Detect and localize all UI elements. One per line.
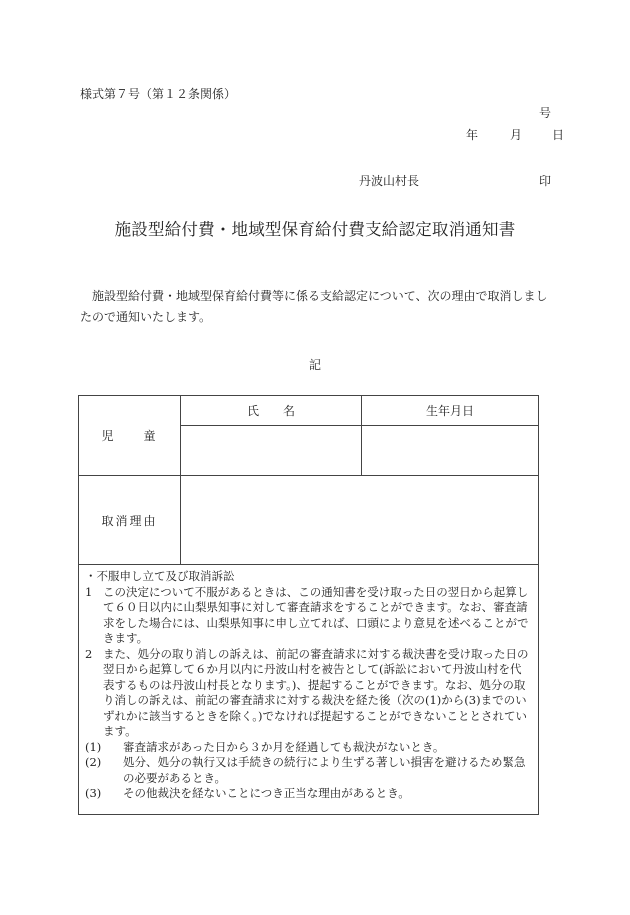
reason-cell [181,476,539,565]
child-birth-date-cell [362,426,539,476]
subitem-text: その他裁決を経ないことにつき正当な理由があるとき。 [123,786,410,800]
child-label: 児 童 [79,396,181,476]
subitem-number: (1) [85,739,102,754]
note-number: 2 [85,646,93,661]
date-year-label: 年 [466,128,479,142]
body-text: 施設型給付費・地域型保育給付費等に係る支給認定について、次の理由で取消しましたので通知いたします。 [80,289,548,324]
seal-mark: 印 [539,174,552,188]
note-text: また、処分の取り消しの訴えは、前記の審査請求に対する裁決書を受け取った日の翌日から起算して６か月以内に丹波山村を被告として(訴訟において丹波山村を代表するものは丹波山村長となります。)、提起することができます。なお、処分の取り消しの訴えは、前記の審査請求に対する裁決を経た後（次の(1)から(3)までのいずれかに該当するときを除く。)でなければ提起することができないこととされています。 [103,646,529,738]
document-title: 施設型給付費・地域型保育給付費支給認定取消通知書 [114,220,516,239]
subitem-number: (2) [85,755,102,769]
note-subitem [85,786,530,802]
date-month-label: 月 [510,128,523,142]
name-header: 氏 名 [181,396,362,426]
issuer-name: 丹波山村長 [359,174,420,188]
note-item [85,647,530,740]
document-number-label: 号 [539,106,552,120]
subitem-text: 処分、処分の執行又は手続きの続行により生ずる著しい損害を避けるため緊急の必要があるとき。 [123,755,526,785]
appeal-notes [79,565,539,815]
note-subitem [85,740,530,756]
child-name-cell [181,426,362,476]
issue-date [466,126,564,143]
note-item [85,585,530,647]
note-number: 1 [85,584,93,599]
ki-mark: 記 [308,358,321,372]
note-text: この決定について不服があるときは、この通知書を受け取った日の翌日から起算して６０日以内に山梨県知事に対して審査請求をすることができます。なお、審査請求をした場合には、山梨県知事に申し立てれば、口頭により意見を述べることができます。 [103,584,529,645]
notes-heading: ・不服申し立て及び取消訴訟 [85,569,235,583]
subitem-number: (3) [85,786,102,800]
details-table [78,395,539,815]
date-day-label: 日 [552,128,565,142]
form-number: 様式第７号（第１２条関係） [80,87,237,101]
birth-date-header: 生年月日 [362,396,539,426]
reason-label: 取消理由 [79,476,181,565]
subitem-text: 審査請求があった日から３か月を経過しても裁決がないとき。 [123,739,445,754]
note-subitem [85,755,530,786]
